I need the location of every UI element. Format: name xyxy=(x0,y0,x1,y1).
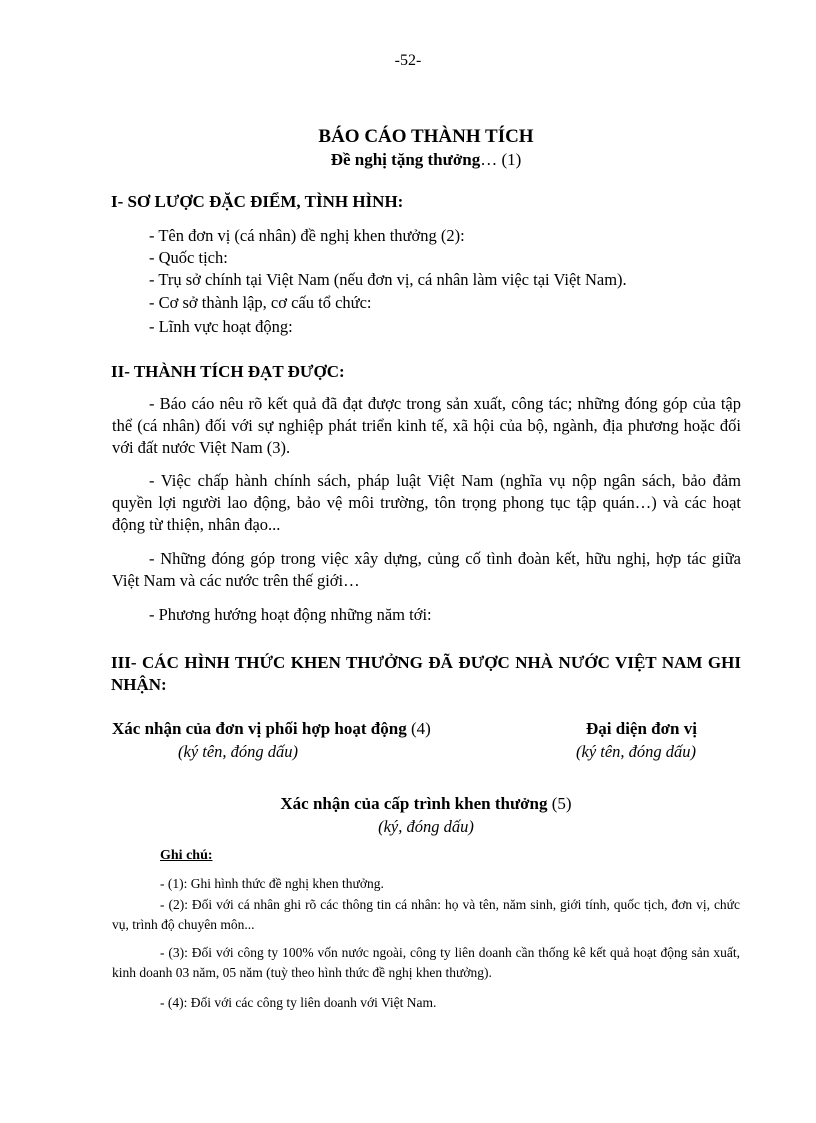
note-item: - (4): Đối với các công ty liên doanh với Việt Nam. xyxy=(160,995,437,1010)
document-subtitle xyxy=(0,150,816,170)
section2-paragraph: - Những đóng góp trong việc xây dựng, củng cố tình đoàn kết, hữu nghị, hợp tác giữa Việt Nam và các nước trên thế giới… xyxy=(112,549,741,590)
section1-item: - Lĩnh vực hoạt động: xyxy=(149,317,293,336)
confirmation-note: (ký, đóng dấu) xyxy=(378,817,474,836)
section1-item: - Tên đơn vị (cá nhân) đề nghị khen thưởng (2): xyxy=(149,226,465,245)
section2-paragraph: - Việc chấp hành chính sách, pháp luật Việt Nam (nghĩa vụ nộp ngân sách, bảo đảm quyền lợi người lao động, bảo vệ môi trường, tôn trọng phong tục tập quán…) và các hoạt động từ thiện, nhân đạo... xyxy=(112,471,741,534)
signature-left-note: (ký tên, đóng dấu) xyxy=(178,742,299,761)
subtitle-ref: … (1) xyxy=(480,150,522,169)
section3-heading: III- CÁC HÌNH THỨC KHEN THƯỞNG ĐÃ ĐƯỢC NHÀ NƯỚC VIỆT NAM GHI NHẬN: xyxy=(111,653,741,694)
signature-left-title: Xác nhận của đơn vị phối hợp hoạt động xyxy=(112,719,407,738)
section1-item: - Trụ sở chính tại Việt Nam (nếu đơn vị, cá nhân làm việc tại Việt Nam). xyxy=(149,270,627,289)
signature-right xyxy=(586,719,697,739)
notes-label: Ghi chú: xyxy=(160,848,213,863)
confirmation-title: Xác nhận của cấp trình khen thưởng xyxy=(280,794,548,813)
section1-heading: I- SƠ LƯỢC ĐẶC ĐIỂM, TÌNH HÌNH: xyxy=(111,192,404,211)
note-item: - (3): Đối với công ty 100% vốn nước ngoài, công ty liên doanh cần thống kê kết quả hoạt động sản xuất, kinh doanh 03 năm, 05 năm (tuỳ theo hình thức đề nghị khen thưởng). xyxy=(112,945,740,980)
section2-paragraph: - Phương hướng hoạt động những năm tới: xyxy=(149,605,432,624)
note-item: - (2): Đối với cá nhân ghi rõ các thông tin cá nhân: họ và tên, năm sinh, giới tính, quốc tịch, đơn vị, chức vụ, trình độ chuyên môn... xyxy=(112,897,740,932)
signature-left xyxy=(112,719,431,739)
note-item: - (1): Ghi hình thức đề nghị khen thưởng. xyxy=(160,876,384,891)
section1-item: - Cơ sở thành lập, cơ cấu tổ chức: xyxy=(149,293,372,312)
confirmation-block xyxy=(0,794,816,814)
signature-right-title: Đại diện đơn vị xyxy=(586,719,697,738)
confirmation-ref: (5) xyxy=(547,794,572,813)
subtitle-bold: Đề nghị tặng thưởng xyxy=(330,150,481,169)
page-number: -52- xyxy=(394,52,422,69)
section2-heading: II- THÀNH TÍCH ĐẠT ĐƯỢC: xyxy=(111,362,345,381)
signature-right-note: (ký tên, đóng dấu) xyxy=(576,742,697,761)
section1-item: - Quốc tịch: xyxy=(149,248,228,267)
document-title: BÁO CÁO THÀNH TÍCH xyxy=(318,126,534,147)
section2-paragraph: - Báo cáo nêu rõ kết quả đã đạt được trong sản xuất, công tác; những đóng góp của tập thể (cá nhân) đối với sự nghiệp phát triển kinh tế, xã hội của bộ, ngành, địa phương hoặc đối với đất nước Việt Nam (3). xyxy=(112,394,741,457)
signature-left-ref: (4) xyxy=(406,719,431,738)
